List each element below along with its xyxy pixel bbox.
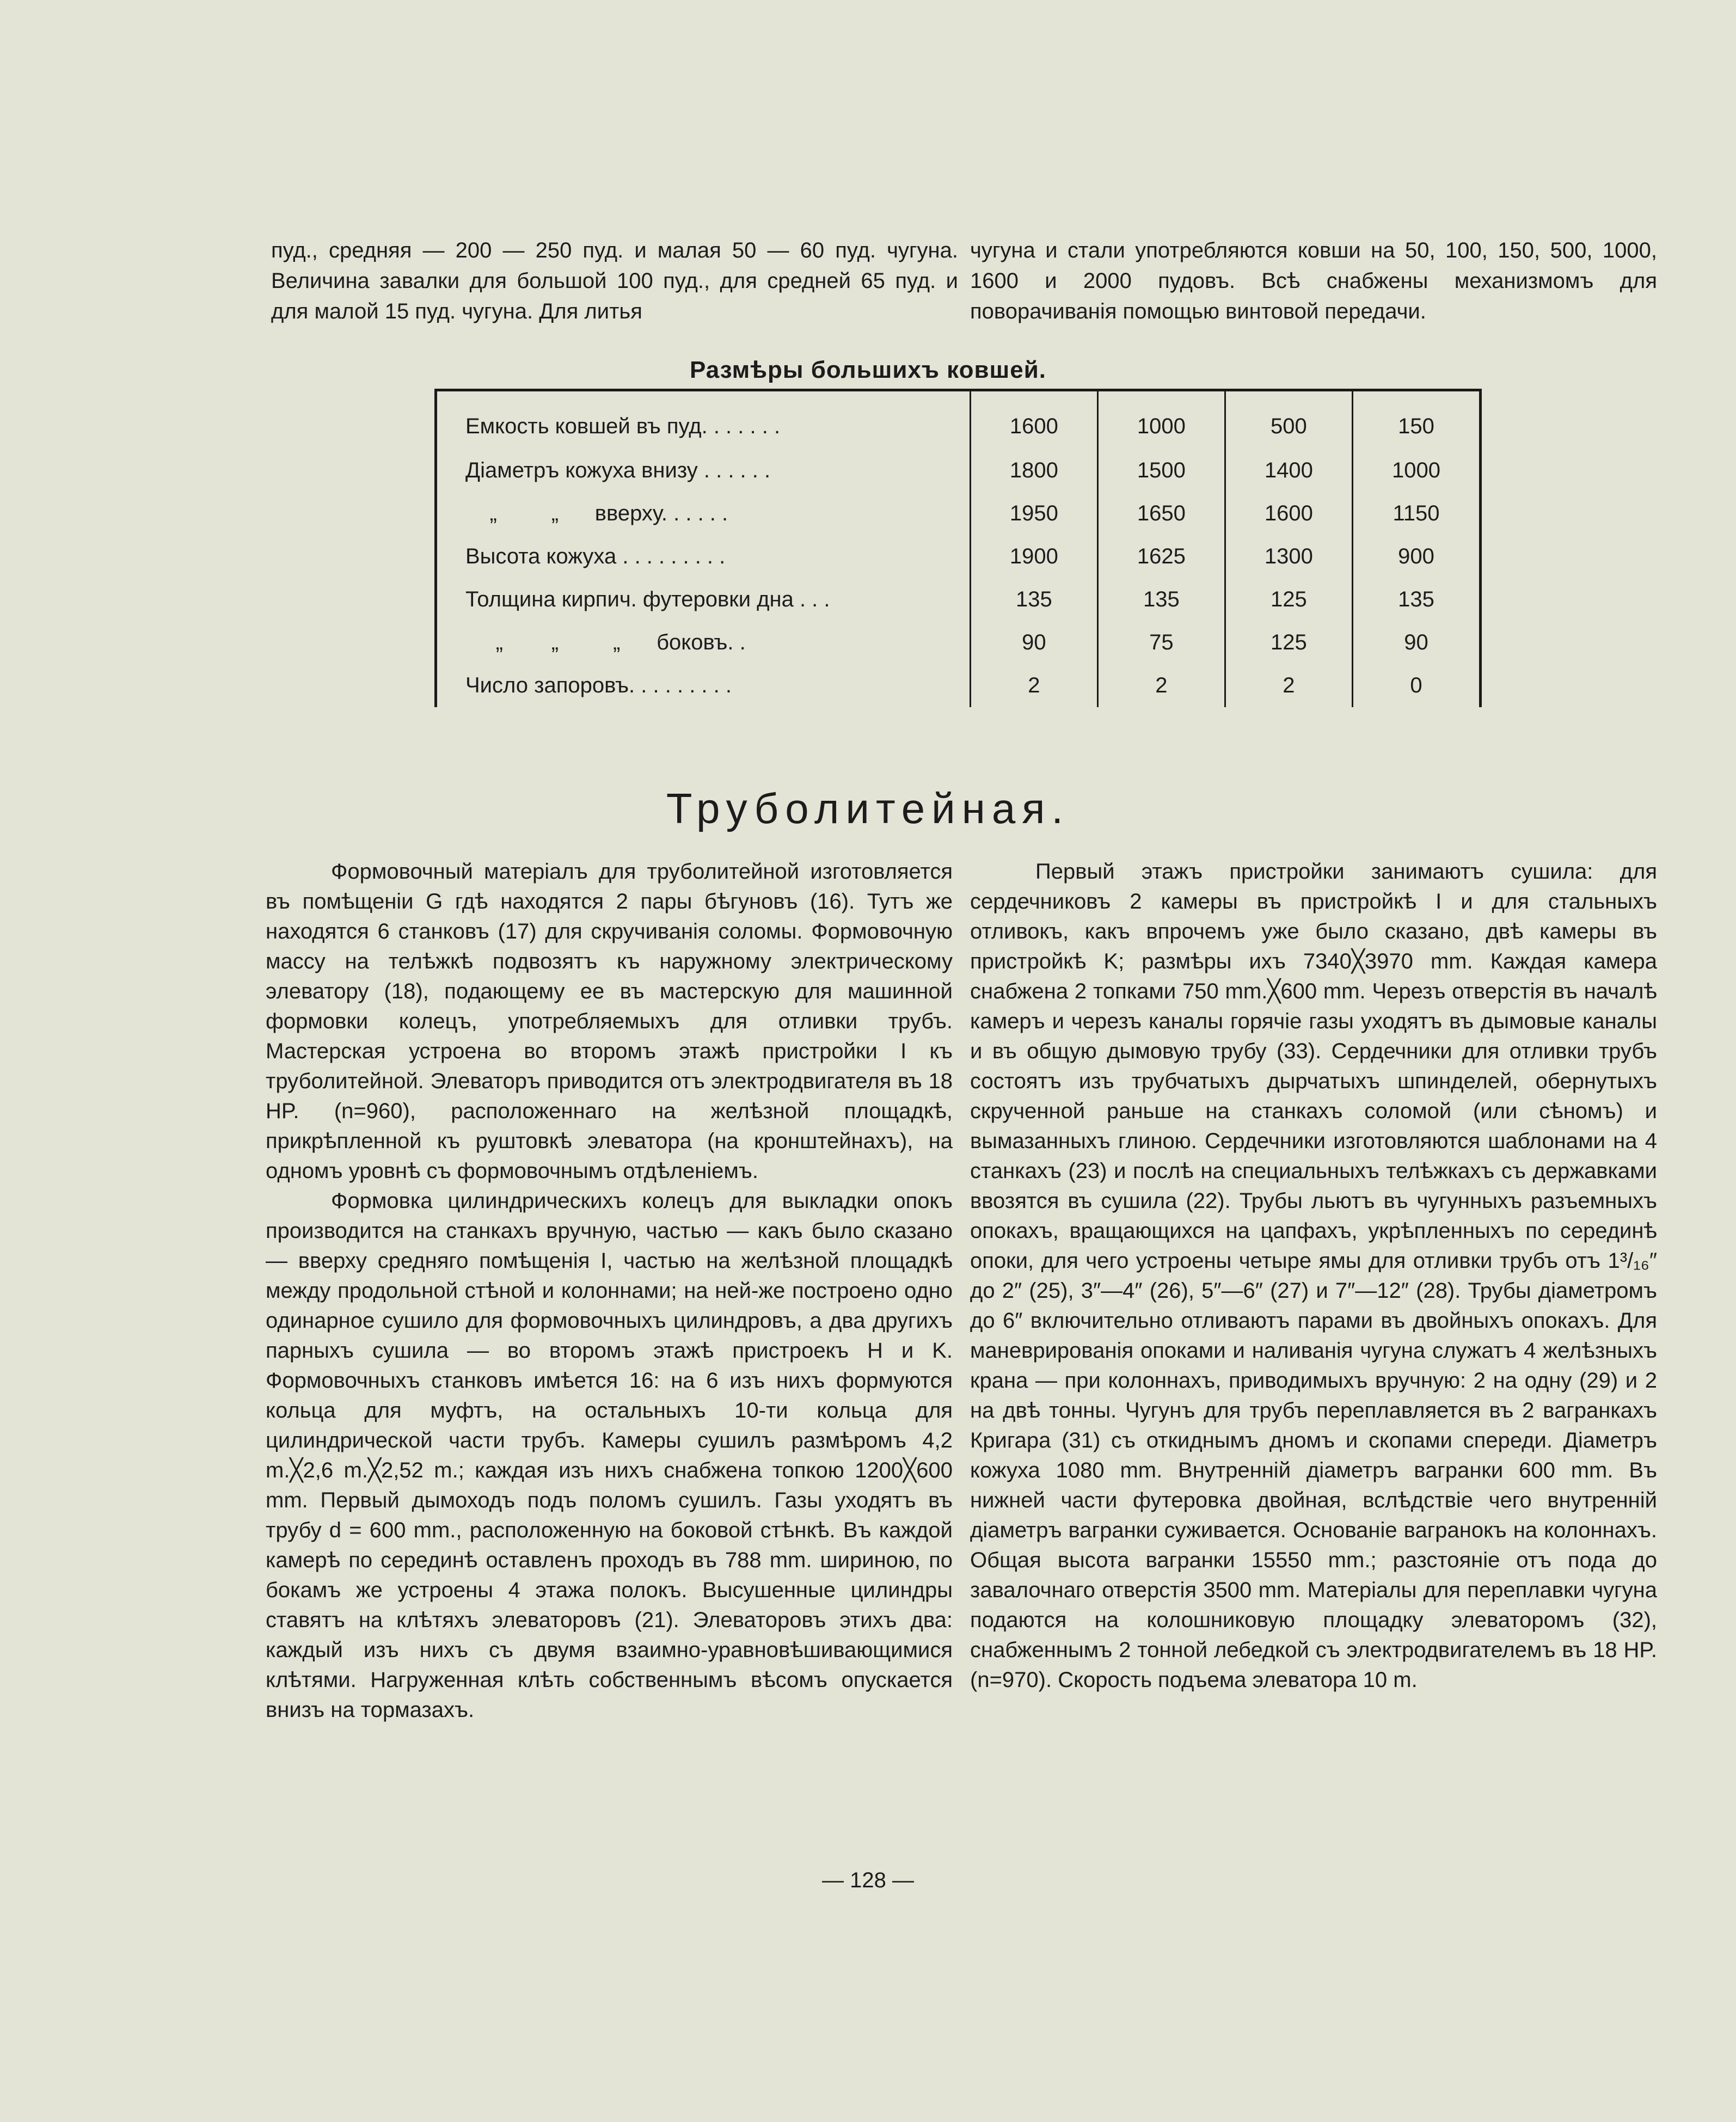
cell: 90 bbox=[1352, 621, 1480, 664]
cell: 135 bbox=[1352, 578, 1480, 621]
cell: 125 bbox=[1225, 621, 1352, 664]
cell: 1900 bbox=[970, 535, 1097, 578]
row-label: „ „ „ боковъ. . bbox=[436, 621, 971, 664]
paragraph: пуд., средняя — 200 — 250 пуд. и малая 50 — 60 пуд. чугуна. Величина завалки для большой 100 пуд., для средней 65 пуд. и для малой 15 пуд. чугуна. Для литья bbox=[271, 238, 958, 323]
table-row bbox=[436, 449, 1481, 492]
table-row bbox=[436, 391, 1481, 449]
top-left-column bbox=[271, 235, 958, 327]
cell: 1600 bbox=[970, 391, 1097, 449]
table-title: Размѣры большихъ ковшей. bbox=[690, 357, 1046, 383]
cell: 1300 bbox=[1225, 535, 1352, 578]
row-label: Высота кожуха . . . . . . . . . bbox=[436, 535, 971, 578]
section-title: Труболитейная. bbox=[666, 784, 1070, 832]
paragraph: чугуна и стали употребляются ковши на 50, 100, 150, 500, 1000, 1600 и 2000 пудовъ. Всѣ снабжены механизмомъ для поворачиванія помощью винтовой передачи. bbox=[970, 238, 1657, 323]
page-number: — 128 — bbox=[822, 1868, 914, 1892]
ladle-dimensions-table bbox=[434, 389, 1482, 707]
row-label: Толщина кирпич. футеровки дна . . . bbox=[436, 578, 971, 621]
cell: 1600 bbox=[1225, 492, 1352, 535]
cell: 1950 bbox=[970, 492, 1097, 535]
paragraph: Формовочный матеріалъ для труболитейной изготовляется въ помѣщеніи G гдѣ находятся 2 пары бѣгуновъ (16). Тутъ же находятся 6 станковъ (17) для скручиванія соломы. Формовочную массу на телѣжкѣ подвозятъ къ наружному электрическому элеватору (18), подающему ее въ мастерскую для машинной формовки колецъ, употребляемыхъ для отливки трубъ. Мастерская устроена во второмъ этажѣ пристройки I къ труболитейной. Элеваторъ приводится отъ электродвигателя въ 18 HP. (n=960), расположеннаго на желѣзной площадкѣ, прикрѣпленной къ руштовкѣ элеватора (на кронштейнахъ), на одномъ уровнѣ съ формовочнымъ отдѣленіемъ. bbox=[266, 860, 953, 1183]
cell: 1400 bbox=[1225, 449, 1352, 492]
row-label: Число запоровъ. . . . . . . . . bbox=[436, 664, 971, 707]
paragraph: Первый этажъ пристройки занимаютъ сушила: для сердечниковъ 2 камеры въ пристройкѣ I и для стальныхъ отливокъ, какъ впрочемъ уже было сказано, двѣ камеры въ пристройкѣ K; размѣры ихъ 7340╳3970 mm. Каждая камера снабжена 2 топками 750 mm.╳600 mm. Черезъ отверстія въ началѣ камеръ и черезъ каналы горячіе газы уходятъ въ дымовые каналы и въ общую дымовую трубу (33). Сердечники для отливки трубъ состоятъ изъ трубчатыхъ дырчатыхъ шпинделей, обернутыхъ скрученной раньше на станкахъ соломой (или сѣномъ) и вымазанныхъ глиною. Сердечники изготовляются шаблонами на 4 станкахъ (23) и послѣ на специальныхъ телѣжкахъ съ державками ввозятся въ сушила (22). Трубы льютъ въ чугунныхъ разъемныхъ опокахъ, вращающихся на цапфахъ, укрѣпленныхъ по серединѣ опоки, для чего устроены четыре ямы для отливки трубъ отъ 1³/₁₆″ до 2″ (25), 3″—4″ (26), 5″—6″ (27) и 7″—12″ (28). Трубы діаметромъ до 6″ включительно отливаютъ парами въ двойныхъ опокахъ. Для маневрированія опоками и наливанія чугуна служатъ 4 желѣзныхъ крана — при колоннахъ, приводимыхъ вручную: 2 на одну (29) и 2 на двѣ тонны. Чугунъ для трубъ переплавляется въ 2 вагранкахъ Кригара (31) съ откиднымъ дномъ и скопами спереди. Діаметръ кожуха 1080 mm. Внутренній діаметръ вагранки 600 mm. Въ нижней части футеровка двойная, вслѣдствіе чего внутренній діаметръ вагранки суживается. Основаніе вагранокъ на колоннахъ. Общая высота вагранки 15550 mm.; разстояніе отъ пода до завалочнаго отверстія 3500 mm. Матеріалы для переплавки чугуна подаются на колошниковую площадку элеваторомъ (32), снабженнымъ 2 тонной лебедкой съ электродвигателемъ въ 18 HP. (n=970). Скорость подъема элеватора 10 m. bbox=[970, 860, 1657, 1692]
cell: 2 bbox=[1225, 664, 1352, 707]
table-row bbox=[436, 578, 1481, 621]
body-left-column bbox=[266, 857, 953, 1725]
cell: 75 bbox=[1097, 621, 1225, 664]
cell: 1500 bbox=[1097, 449, 1225, 492]
cell: 0 bbox=[1352, 664, 1480, 707]
cell: 135 bbox=[970, 578, 1097, 621]
cell: 1000 bbox=[1097, 391, 1225, 449]
cell: 1150 bbox=[1352, 492, 1480, 535]
cell: 1800 bbox=[970, 449, 1097, 492]
row-label: Емкость ковшей въ пуд. . . . . . . bbox=[436, 391, 971, 449]
top-right-column bbox=[970, 235, 1657, 327]
cell: 2 bbox=[970, 664, 1097, 707]
cell: 1000 bbox=[1352, 449, 1480, 492]
row-label: Діаметръ кожуха внизу . . . . . . bbox=[436, 449, 971, 492]
table-row bbox=[436, 664, 1481, 707]
cell: 1625 bbox=[1097, 535, 1225, 578]
cell: 125 bbox=[1225, 578, 1352, 621]
cell: 1650 bbox=[1097, 492, 1225, 535]
row-label: „ „ вверху. . . . . . bbox=[436, 492, 971, 535]
paragraph: Формовка цилиндрическихъ колецъ для выкладки опокъ производится на станкахъ вручную, частью — какъ было сказано — вверху средняго помѣщенія I, частью на желѣзной площадкѣ между продольной стѣной и колоннами; на ней-же построено одно одинарное сушило для формовочныхъ цилиндровъ, а два другихъ парныхъ сушила — во второмъ этажѣ пристроекъ H и K. Формовочныхъ станковъ имѣется 16: на 6 изъ нихъ формуются кольца для муфтъ, на остальныхъ 10-ти кольца для цилиндрической части трубъ. Камеры сушилъ размѣромъ 4,2 m.╳2,6 m.╳2,52 m.; каждая изъ нихъ снабжена топкою 1200╳600 mm. Первый дымоходъ подъ поломъ сушилъ. Газы уходятъ въ трубу d = 600 mm., расположенную на боковой стѣнкѣ. Въ каждой камерѣ по серединѣ оставленъ проходъ въ 788 mm. шириною, по бокамъ же устроены 4 этажа полокъ. Высушенные цилиндры ставятъ на клѣтяхъ элеваторовъ (21). Элеваторовъ этихъ два: каждый изъ нихъ съ двумя взаимно-уравновѣшивающимися клѣтями. Нагруженная клѣть собственнымъ вѣсомъ опускается внизъ на тормазахъ. bbox=[266, 1189, 953, 1722]
cell: 2 bbox=[1097, 664, 1225, 707]
table-row bbox=[436, 492, 1481, 535]
cell: 90 bbox=[970, 621, 1097, 664]
cell: 135 bbox=[1097, 578, 1225, 621]
table-row bbox=[436, 621, 1481, 664]
table-row bbox=[436, 535, 1481, 578]
cell: 150 bbox=[1352, 391, 1480, 449]
cell: 900 bbox=[1352, 535, 1480, 578]
cell: 500 bbox=[1225, 391, 1352, 449]
body-right-column bbox=[970, 857, 1657, 1695]
